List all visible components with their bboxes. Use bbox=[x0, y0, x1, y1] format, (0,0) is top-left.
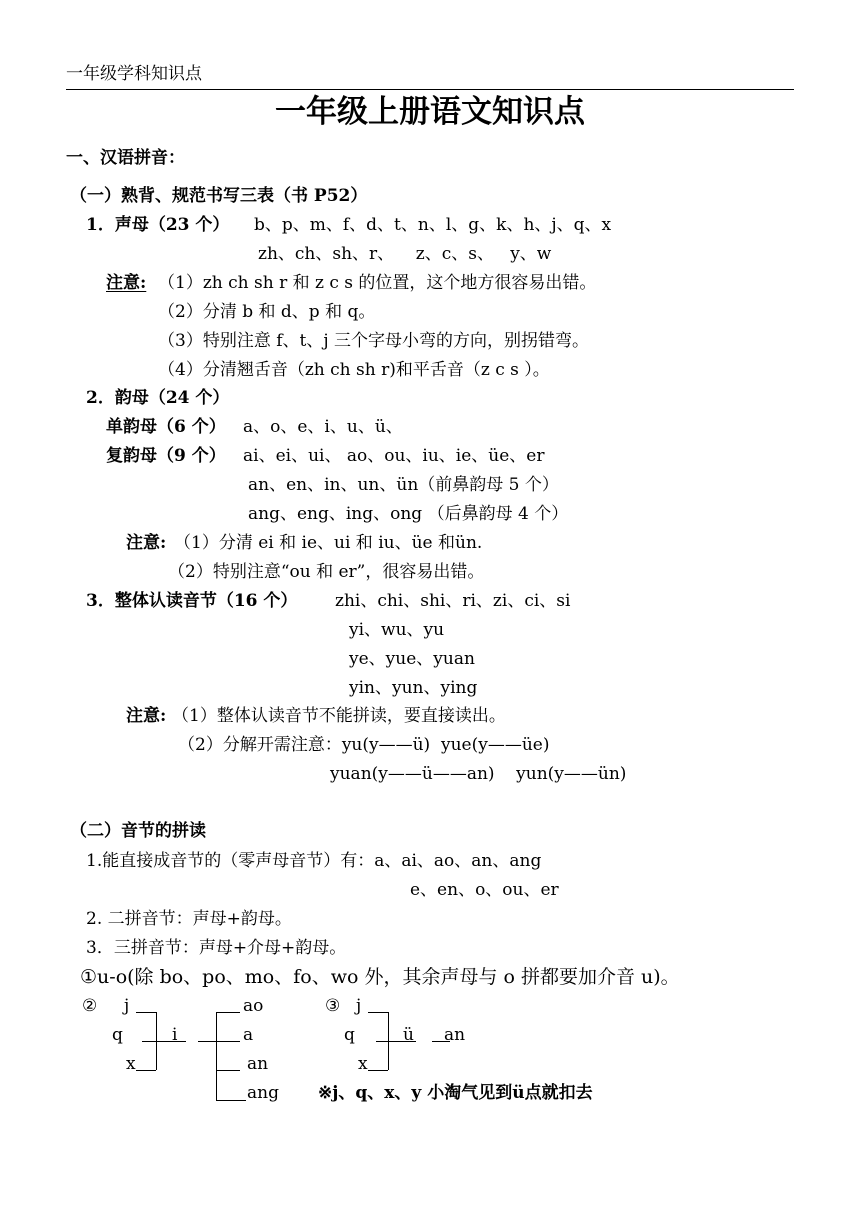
diagram2-final-a: a bbox=[243, 1025, 254, 1045]
fu-yunmu-label: 复韵母（9 个） bbox=[106, 446, 226, 466]
fu-yunmu-list: ai、ei、ui、 ao、ou、iu、ie、üe、er bbox=[243, 446, 545, 466]
dan-yunmu-list: a、o、e、i、u、ü、 bbox=[243, 417, 403, 437]
diagram2-number: ② bbox=[82, 996, 98, 1016]
zhengti-line-2: yi、wu、yu bbox=[349, 620, 445, 640]
shengmu-line1: b、p、m、f、d、t、n、l、g、k、h、j、q、x bbox=[254, 215, 612, 235]
part2-heading: （二）音节的拼读 bbox=[70, 821, 206, 841]
notes1-label: 注意: bbox=[106, 273, 147, 293]
diagram2-fan-ao bbox=[216, 1012, 240, 1013]
notes2-item-1: （1）分清 ei 和 ie、ui 和 iu、üe 和ün. bbox=[174, 533, 483, 553]
notes3-label: 注意: bbox=[126, 706, 167, 726]
diagram2-initial-q: q bbox=[112, 1025, 123, 1045]
zhengti-line-4: yin、yun、ying bbox=[349, 678, 478, 698]
part1-heading: （一）熟背、规范书写三表（书 P52） bbox=[70, 186, 368, 206]
notes1-item-2: （2）分清 b 和 d、p 和 q。 bbox=[158, 302, 376, 322]
shengmu-label: 1．声母（23 个） bbox=[86, 215, 230, 235]
diagram2-final-ao: ao bbox=[243, 996, 264, 1016]
rule-u-o: ①u-o(除 bo、po、mo、fo、wo 外，其余声母与 o 拼都要加介音 u)。 bbox=[80, 966, 680, 988]
diagram2-fan-ang bbox=[216, 1100, 246, 1101]
diagram2-bracket-bottom bbox=[136, 1070, 156, 1071]
diagram2-final-ang: ang bbox=[247, 1083, 279, 1103]
diagram3-bracket-top bbox=[368, 1012, 388, 1013]
section-heading-pinyin: 一、汉语拼音： bbox=[66, 148, 185, 168]
running-header: 一年级学科知识点 bbox=[66, 64, 202, 84]
diagram3-initial-x: x bbox=[358, 1054, 368, 1074]
diagram3-bracket-bottom bbox=[368, 1070, 388, 1071]
diagram2-medial: i bbox=[172, 1025, 178, 1045]
dan-yunmu-label: 单韵母（6 个） bbox=[106, 417, 226, 437]
notes1-item-4: （4）分清翘舌音（zh ch sh r)和平舌音（z c s ）。 bbox=[158, 360, 550, 380]
zhengti-label: 3．整体认读音节（16 个） bbox=[86, 591, 298, 611]
diagram2-connector-left bbox=[142, 1041, 186, 1042]
part2-item-1b: e、en、o、ou、er bbox=[410, 880, 559, 900]
qian-bi-yunmu-list: an、en、in、un、ün（前鼻韵母 5 个） bbox=[248, 475, 559, 495]
notes1-item-3: （3）特别注意 f、t、j 三个字母小弯的方向，别拐错弯。 bbox=[158, 331, 590, 351]
notes2-item-2: （2）特别注意“ou 和 er”，很容易出错。 bbox=[168, 562, 485, 582]
notes1-item-1: （1）zh ch sh r 和 z c s 的位置，这个地方很容易出错。 bbox=[158, 273, 597, 293]
yunmu-label: 2．韵母（24 个） bbox=[86, 388, 230, 408]
notes3-item-2: （2）分解开需注意：yu(y——ü) yue(y——üe) bbox=[178, 735, 550, 755]
page-title: 一年级上册语文知识点 bbox=[275, 94, 585, 130]
rhyme-jqxy: ※j、q、x、y 小淘气见到ü点就扣去 bbox=[318, 1083, 593, 1103]
notes2-label: 注意: bbox=[126, 533, 167, 553]
shengmu-line2: zh、ch、sh、r、 z、c、s、 y、w bbox=[258, 244, 552, 264]
diagram2-connector-right bbox=[198, 1041, 216, 1042]
diagram2-fan-an bbox=[216, 1070, 240, 1071]
diagram2-bracket-top bbox=[136, 1012, 156, 1013]
notes3-item-1: （1）整体认读音节不能拼读，要直接读出。 bbox=[172, 706, 506, 726]
diagram3-initial-j: j bbox=[356, 996, 362, 1016]
part2-item-2: 2. 二拼音节：声母+韵母。 bbox=[86, 909, 292, 929]
header-rule bbox=[66, 89, 794, 90]
zhengti-line-3: ye、yue、yuan bbox=[349, 649, 475, 669]
hou-bi-yunmu-list: ang、eng、ing、ong （后鼻韵母 4 个） bbox=[248, 504, 569, 524]
diagram2-initial-j: j bbox=[124, 996, 130, 1016]
diagram3-final-an: an bbox=[444, 1025, 466, 1045]
diagram2-final-an: an bbox=[247, 1054, 269, 1074]
diagram2-fan-vertical bbox=[216, 1012, 217, 1100]
diagram3-number: ③ bbox=[325, 996, 341, 1016]
part2-item-3: 3．三拼音节：声母+介母+韵母。 bbox=[86, 938, 347, 958]
diagram2-initial-x: x bbox=[126, 1054, 136, 1074]
zhengti-line-1: zhi、chi、shi、ri、zi、ci、si bbox=[335, 591, 571, 611]
part2-item-1: 1.能直接成音节的（零声母音节）有：a、ai、ao、an、ang bbox=[86, 851, 542, 871]
diagram3-medial: ü bbox=[403, 1025, 414, 1045]
notes3-item-3: yuan(y——ü——an) yun(y——ün) bbox=[330, 764, 627, 784]
diagram3-initial-q: q bbox=[344, 1025, 355, 1045]
diagram2-fan-a bbox=[216, 1041, 240, 1042]
